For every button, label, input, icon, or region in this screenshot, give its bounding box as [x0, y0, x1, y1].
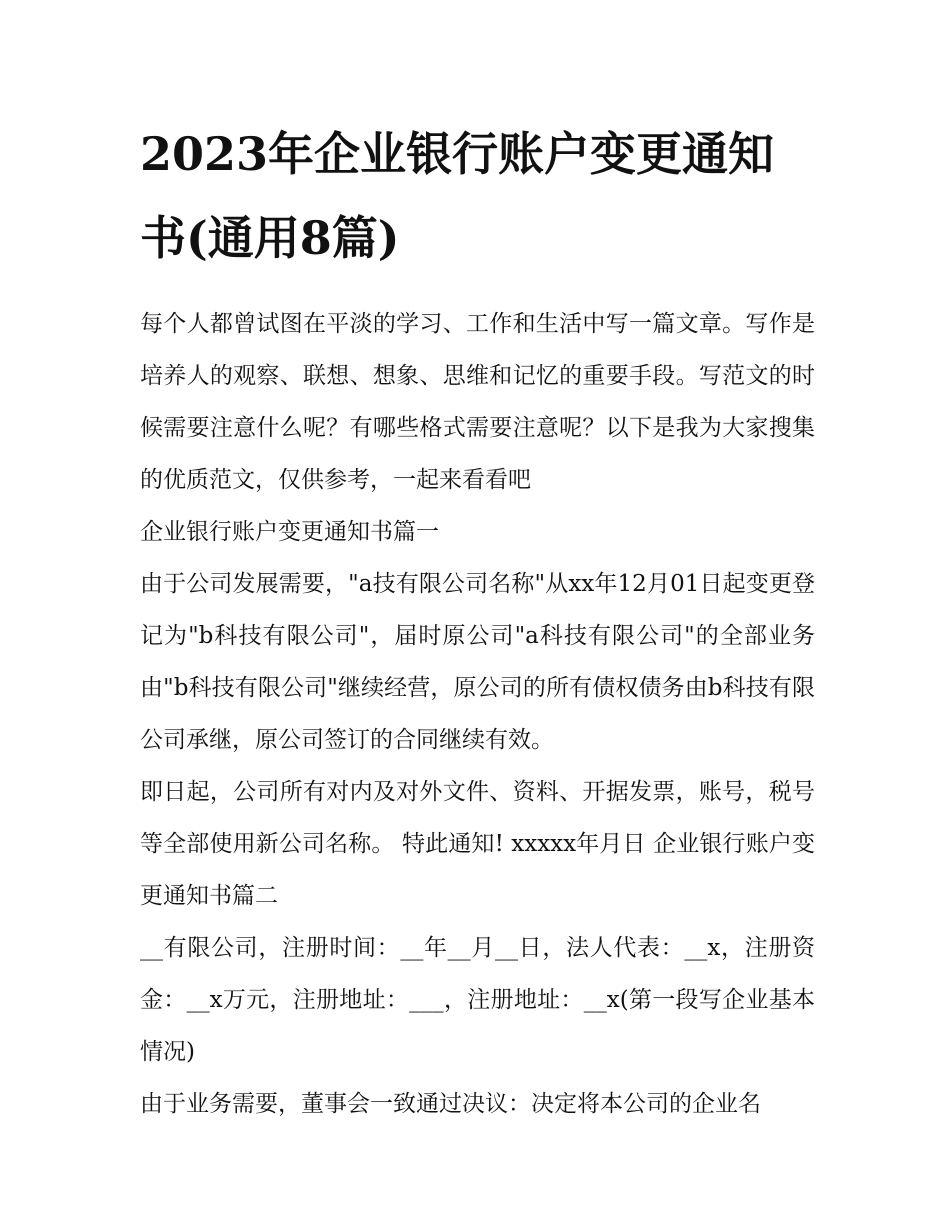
document-page	[140, 112, 815, 1130]
document-title: 2023年企业银行账户变更通知书(通用8篇)	[140, 127, 775, 265]
document-body	[140, 298, 815, 1130]
body-paragraph: __有限公司，注册时间：__年__月__日，法人代表：__x，注册资金：__x万元，注册地址：___，注册地址：__x(第一段写企业基本情况)	[140, 935, 815, 1065]
intro-paragraph: 每个人都曾试图在平淡的学习、工作和生活中写一篇文章。写作是培养人的观察、联想、想象、思维和记忆的重要手段。写范文的时候需要注意什么呢？有哪些格式需要注意呢？以下是我为大家搜集的优质范文，仅供参考，一起来看看吧	[140, 311, 815, 493]
body-paragraph: 由于公司发展需要，"a技有限公司名称"从xx年12月01日起变更登记为"b科技有限公司"，届时原公司"a科技有限公司"的全部业务由"b科技有限公司"继续经营，原公司的所有债权债务由b科技有限公司承继，原公司签订的合同继续有效。	[140, 571, 815, 753]
body-paragraph: 由于业务需要，董事会一致通过决议：决定将本公司的企业名	[140, 1091, 761, 1117]
body-paragraph: 即日起，公司所有对内及对外文件、资料、开据发票，账号，税号等全部使用新公司名称。 特此通知! xxxxx年月日 企业银行账户变更通知书篇二	[140, 779, 815, 909]
section-heading-1: 企业银行账户变更通知书篇一	[140, 519, 439, 545]
